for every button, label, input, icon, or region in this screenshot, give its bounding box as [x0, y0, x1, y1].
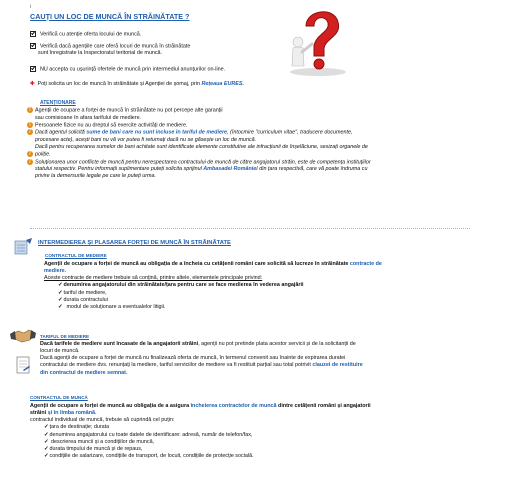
- warning-icon: !: [27, 159, 33, 165]
- page-title: CAUȚI UN LOC DE MUNCĂ ÎN STRĂINĂTATE ?: [30, 12, 190, 21]
- check-icon: ✓: [58, 289, 63, 296]
- warning-icon: !: [27, 151, 33, 157]
- handshake-icon: [10, 325, 36, 345]
- check-icon: ✓: [44, 452, 49, 459]
- list-item: ✓ descrierea muncii și a condițiilor de muncă,: [44, 438, 155, 445]
- check-icon: ✓: [44, 424, 49, 431]
- divider: [30, 228, 470, 229]
- header-marker: i: [30, 4, 32, 10]
- checklist-item-continued: sunt înregistrate la Inspectoratul teritorial de muncă.: [38, 50, 163, 56]
- warning-icon: !: [27, 107, 33, 113]
- contract-munca-heading: CONTRACTUL DE MUNCĂ: [30, 395, 88, 400]
- section-title: INTERMEDIEREA ȘI PLASAREA FORȚEI DE MUNCĂ ÎN STRĂINĂTATE: [38, 240, 231, 246]
- checklist-item: Verifică cu atenție oferta locului de muncă.: [30, 31, 141, 39]
- checkbox-icon: [30, 31, 36, 37]
- warning-icon: !: [27, 129, 33, 135]
- eures-link[interactable]: Rețeaua EURES.: [201, 81, 244, 87]
- checklist-item: NU accepta cu ușurință ofertele de muncă prin intermediul anunțurilor on-line.: [30, 66, 225, 74]
- list-item: ✓durata timpului de muncă și de repaus,: [44, 445, 143, 452]
- check-icon: ✓: [58, 303, 63, 310]
- check-icon: ✓: [58, 296, 63, 303]
- limba-romana-link[interactable]: și în limba română.: [47, 410, 97, 417]
- attention-block: ! Agenții de ocupare a forței de muncă în străinătate nu pot percepe alte garanții sau comisioane în afara tarifului de mediere. ! Persoanele fizice nu au dreptul să exercite activități de mediere. ! Dacă agentul solicită sume de bani care nu sunt incluse în tariful de mediere, (întocmire "curriculum vitae", traducere documente, procesare acte), acești bani nu vă vor putea fi returnați dacă nu se găsește un loc de muncă. Dacă pentru recuperarea sumelor de bani achitate sunt identificate elemente constitutive ale infracțiunii de înșelăciune, sesizați organele de ! poliție. ! Soluționarea unor conflicte de muncă pentru nerespectarea contractului de muncă de către angajatorul străin, este de competența instituțiilor statului respectiv. Pentru informații suplimentare puteți solicita sprijinul Ambasadei României din țara respectivă, care vă poate îndruma cu privire la demersurile legale pe care le puteți urma.: [27, 107, 507, 180]
- list-item: ✓tariful de mediere,: [58, 289, 107, 296]
- notepad-pen-icon: [12, 237, 34, 255]
- tarif-mediere-heading: TARIFUL DE MEDIERE: [40, 334, 90, 339]
- contract-mediere-heading: CONTRACTUL DE MEDIERE: [45, 253, 107, 258]
- contracte-mediere-link[interactable]: contracte de: [349, 261, 382, 267]
- checklist-item: Verifică dacă agențiile care oferă locuri de muncă în străinătate: [30, 43, 190, 51]
- warning-icon: !: [27, 122, 33, 128]
- contract-mediere-block: Agenții de ocupare a forței de muncă au obligația de a încheia cu cetățenii români care solicită să lucreze în străinătate contracte de mediere. Aceste contracte de mediere trebuie să conțină, printre altele, elementele principale privind: ✓denumirea angajatorului din străinătate/țara pentru care se face medierea în vederea angajării ✓tariful de mediere, ✓durata contractului ✓ modul de soluționare a eventualelor litigii.: [44, 261, 504, 311]
- list-item: ✓ modul de soluționare a eventualelor litigii.: [58, 303, 166, 310]
- checkbox-icon: [30, 43, 36, 49]
- checkbox-icon: [30, 66, 36, 72]
- contract-munca-block: Agenții de ocupare a forței de muncă au obligația de a asigura încheierea contractelor de muncă dintre cetățenii români și angajatorii străini și în limba română. contractul individual de muncă, trebuie să cuprindă cel puțin: ✓țara de destinație; durata ✓denumirea angajatorului cu toate datele de identificare: adresă, număr de telefon/fax, ✓ descrierea muncii și a condițiilor de muncă, ✓durata timpului de muncă și de repaus, ✓condițiile de salarizare, condițiile de transport, de locuit, condițiile de protecție socială.: [30, 403, 506, 460]
- list-item: ✓denumirea angajatorului din străinătate/țara pentru care se face medierea în vederea angajării: [58, 282, 304, 289]
- tarif-mediere-block: Dacă tarifele de mediere sunt încasate de la angajatorii străini, agenții nu pot pretinde plata acestor servicii și de la solicitanții de locuri de muncă. Dacă agenții de ocupare a forței de muncă nu finalizează oferta de muncă, în termenul convenit sau înainte de expirarea duratei contractului de mediere dvs. renunțați la mediere, tariful serviciilor de mediere va fi restituit parțial sau total potrivit clauzei de restituire din contractul de mediere semnat.: [40, 341, 363, 376]
- contracte-mediere-link-cont[interactable]: mediere.: [44, 268, 67, 275]
- list-item: ✓denumirea angajatorului cu toate datele de identificare: adresă, număr de telefon/fax,: [44, 431, 253, 438]
- contracte-munca-link[interactable]: încheierea contractelor de muncă: [190, 403, 277, 409]
- arrow-pointer-icon: ✚: [30, 81, 35, 87]
- solicit-line: ✚ Poți solicita un loc de muncă în străinătate și Agenției de șomaj, prin Rețeaua EURES.: [30, 81, 244, 87]
- check-icon: ✓: [44, 445, 49, 452]
- document-icon: [14, 356, 32, 374]
- question-mark-figure-icon: [282, 2, 358, 78]
- clauza-restituire-link-cont[interactable]: din contractul de mediere semnat.: [40, 369, 128, 376]
- tariff-link[interactable]: sume de bani care nu sunt incluse în tariful de mediere: [86, 129, 228, 136]
- check-icon: ✓: [44, 431, 49, 438]
- embassy-link[interactable]: Ambasadei României: [203, 166, 258, 173]
- list-item: ✓durata contractului: [58, 296, 108, 303]
- attention-heading: ATENȚIONARE: [40, 100, 76, 106]
- list-item: ✓țara de destinație; durata: [44, 424, 110, 431]
- clauza-restituire-link[interactable]: clauzei de restituire: [312, 362, 363, 369]
- check-icon: ✓: [58, 282, 63, 289]
- list-item: ✓condițiile de salarizare, condițiile de transport, de locuit, condițiile de protecție socială.: [44, 452, 254, 459]
- check-icon: ✓: [44, 438, 49, 445]
